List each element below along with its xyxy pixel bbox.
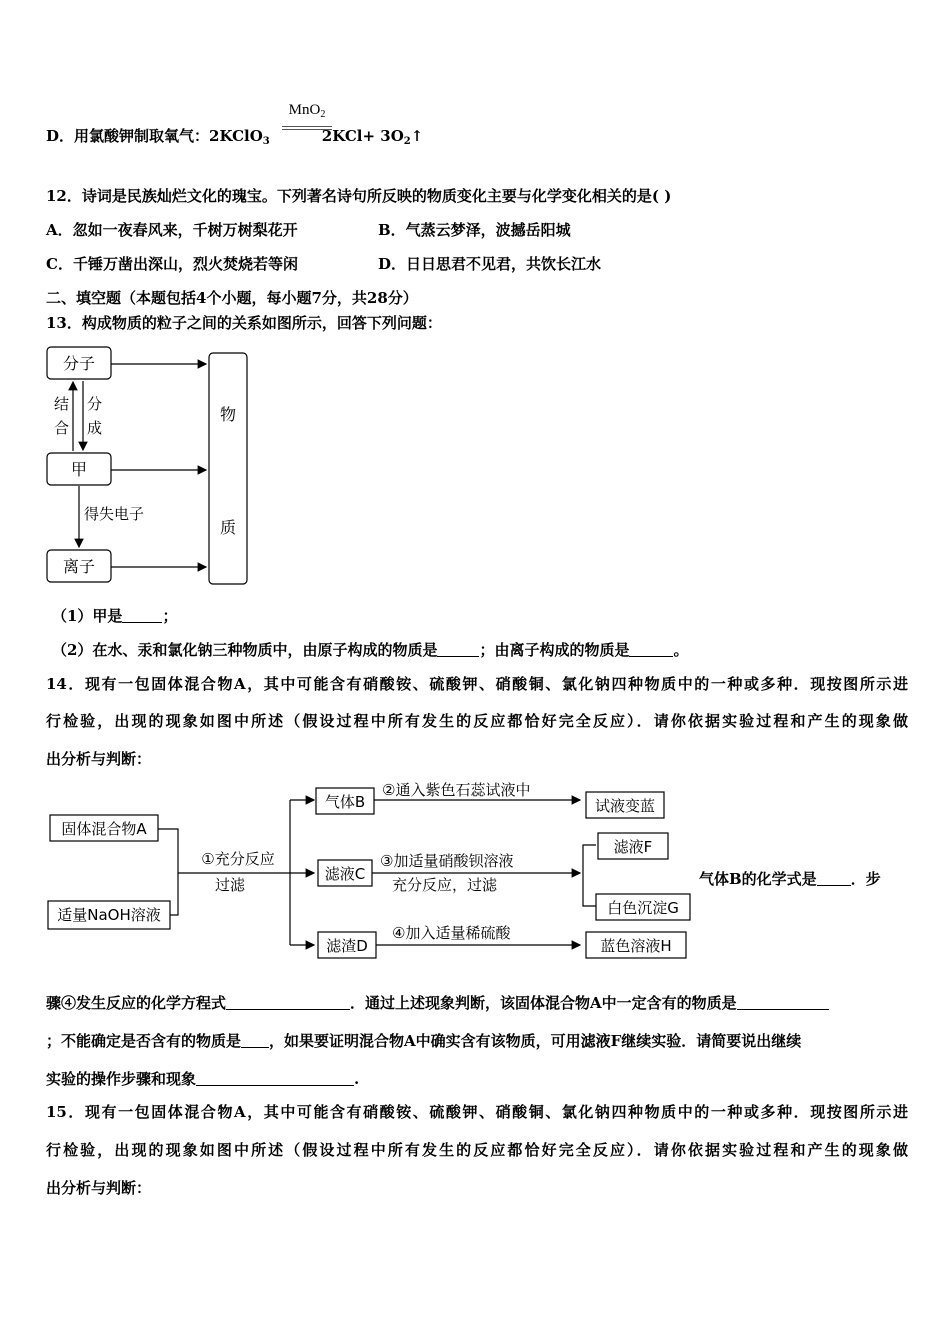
- step3b-label: 充分反应，过滤: [392, 876, 498, 894]
- naoh-label: 适量NaOH溶液: [57, 906, 161, 924]
- q13-stem: 13．构成物质的粒子之间的关系如图所示，回答下列问题：: [46, 314, 442, 332]
- q14-line-4: 骤④发生反应的化学方程式 ．通过上述现象判断，该固体混合物A中一定含有的物质是: [46, 993, 829, 1013]
- answer-blank[interactable]: [737, 995, 829, 1010]
- q12-option-a: A．忽如一夜春风来，千树万树梨花开: [46, 221, 298, 239]
- q11-option-d: D．用氯酸钾制取氧气：2KClO$_3$ $2KCl+ 3O_2↑$: [46, 127, 424, 147]
- split-label-1: 分: [87, 395, 103, 413]
- substance-box: [209, 353, 247, 584]
- answer-blank[interactable]: [241, 1033, 269, 1048]
- ion-label: 离子: [62, 557, 96, 576]
- precip-g-label: 白色沉淀G: [607, 899, 679, 917]
- gain-lose-label: 得失电子: [84, 505, 145, 523]
- split-bracket-2: [583, 845, 596, 906]
- q15-line-3: 出分析与判断：: [46, 1179, 152, 1197]
- step3-label: ③加适量硝酸钡溶液: [380, 852, 514, 870]
- answer-blank[interactable]: [437, 642, 479, 657]
- experiment-flow-diagram: [40, 775, 700, 965]
- molecule-label: 分子: [62, 354, 96, 373]
- q15-line-2: 行检验，出现的现象如图中所述（假设过程中所有发生的反应都恰好完全反应）．请你依据实验过程和产生的现象做: [46, 1141, 908, 1159]
- answer-blank[interactable]: [196, 1071, 354, 1086]
- q12-option-c: C．千锤万凿出深山，烈火焚烧若等闲: [46, 255, 298, 273]
- filtrate-f-label: 滤液F: [613, 838, 653, 856]
- answer-blank[interactable]: [629, 642, 673, 657]
- residue-d-label: 滤渣D: [326, 937, 368, 955]
- step4-label: ④加入适量稀硫酸: [392, 924, 511, 942]
- q14-line-1: 14．现有一包固体混合物A，其中可能含有硝酸铵、硫酸钾、硝酸铜、氯化钠四种物质中的一种或多种．现按图所示进: [46, 675, 908, 693]
- q14-side-text: 气体B的化学式是 ．步: [699, 870, 881, 888]
- q12-option-d: D．日日思君不见君，共饮长江水: [378, 255, 602, 273]
- combine-label-1: 结: [54, 395, 70, 413]
- q14-line-3: 出分析与判断：: [46, 750, 152, 768]
- q13-part2: （2）在水、汞和氯化钠三种物质中，由原子构成的物质是 ；由离子构成的物质是 。: [52, 641, 689, 659]
- q14-line-5: ；不能确定是否含有的物质是 ，如果要证明混合物A中确实含有该物质，可用滤液F继续实验．请简要说出继续: [46, 1032, 802, 1050]
- substance-label-2: 质: [219, 518, 237, 537]
- q14-line-2: 行检验，出现的现象如图中所述（假设过程中所有发生的反应都恰好完全反应）．请你依据实验过程和产生的现象做: [46, 712, 908, 730]
- q14-line-6: 实验的操作步骤和现象 .: [46, 1070, 360, 1088]
- step1-label: ①充分反应: [201, 850, 275, 868]
- filter-label: 过滤: [214, 876, 246, 894]
- step2-label: ②通入紫色石蕊试液中: [382, 781, 531, 799]
- split-label-2: 成: [87, 419, 103, 437]
- gas-b-label: 气体B: [324, 793, 366, 811]
- substance-label-1: 物: [219, 405, 237, 424]
- q15-line-1: 15．现有一包固体混合物A，其中可能含有硝酸铵、硫酸钾、硝酸铜、氯化钠四种物质中的一种或多种．现按图所示进: [46, 1103, 908, 1121]
- jia-label: 甲: [70, 460, 88, 479]
- catalyst-label: MnO$_2$: [288, 102, 326, 120]
- combine-label-2: 合: [54, 419, 70, 437]
- blue-h-label: 蓝色溶液H: [600, 937, 672, 955]
- blue-turn-label: 试液变蓝: [594, 797, 656, 815]
- particle-relationship-diagram: [40, 340, 270, 595]
- answer-blank[interactable]: [122, 608, 162, 623]
- section-title: 二、填空题（本题包括4个小题，每小题7分，共28分）: [46, 289, 418, 307]
- q12-option-b: B．气蒸云梦泽，波撼岳阳城: [378, 221, 571, 239]
- q13-part1: （1）甲是 ；: [52, 607, 178, 625]
- answer-blank[interactable]: [817, 871, 851, 886]
- filtrate-c-label: 滤液C: [324, 865, 366, 883]
- answer-blank[interactable]: [226, 995, 350, 1010]
- solid-mixture-label: 固体混合物A: [61, 820, 147, 838]
- q12-stem: 12．诗词是民族灿烂文化的瑰宝。下列著名诗句所反映的物质变化主要与化学变化相关的是( ): [46, 187, 672, 205]
